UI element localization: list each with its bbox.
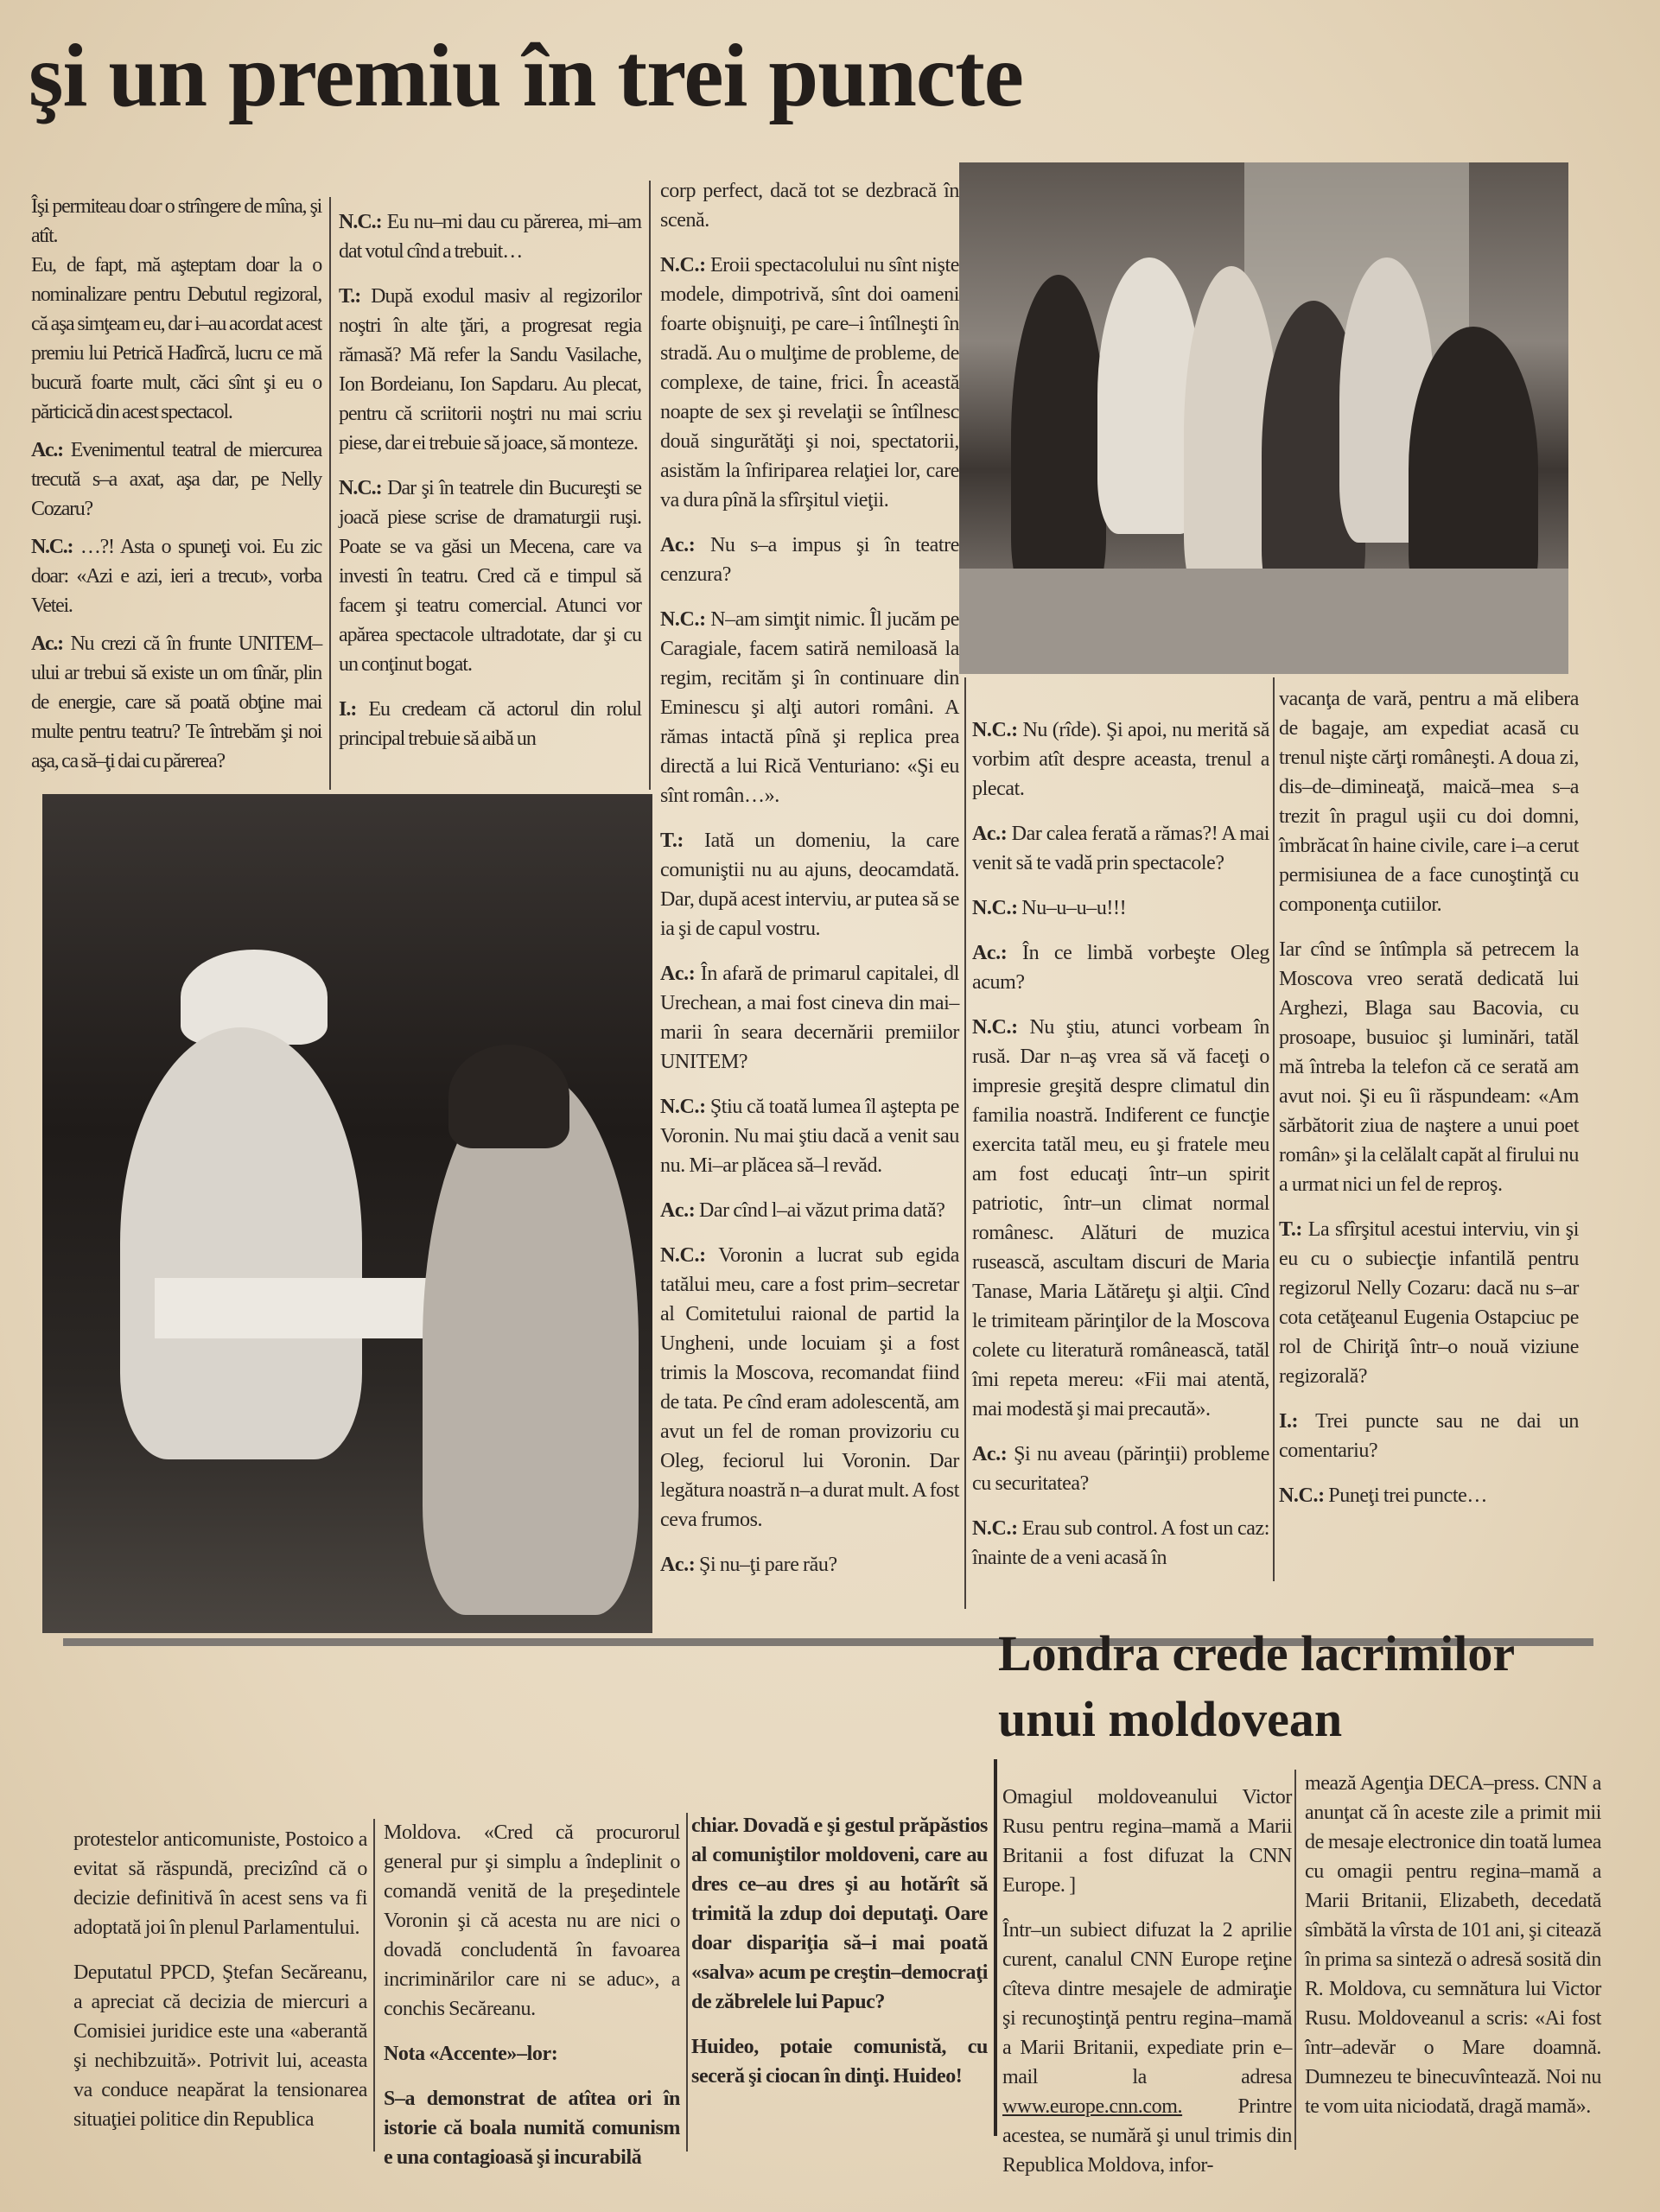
paragraph-text: Moldova. «Cred că procurorul general pur şi simplu a îndeplinit o comandă venită de la preşedintele Voronin şi că acesta nu are nici o dovadă concludentă în favoarea incriminărilor care ni se aduc», a conchis Secăreanu.: [384, 1821, 680, 2020]
paragraph: [31, 251, 321, 427]
interview-column-1: [31, 192, 321, 785]
paragraph: [660, 1196, 959, 1225]
paragraph-text: Dar calea ferată a rămas?! A mai venit să te vadă prin spectacole?: [972, 823, 1269, 874]
paragraph-text: Dar şi în teatrele din Bucureşti se joacă piese scrise de dramaturgii ruşi. Poate se va găsi un Mecena, care va investi în teatru. Cred că e timpul să facem şi teatru comercial. Atunci vor apărea spectacole ultradotate, dar şi cu un conţinut bogat.: [339, 477, 642, 676]
speaker-label: N.C.:: [339, 211, 382, 233]
paragraph-text: Dar cînd l–ai văzut prima dată?: [699, 1199, 945, 1222]
paragraph: [691, 1811, 988, 2017]
article2-headline: [998, 1621, 1515, 1752]
paragraph-text: Puneţi trei puncte…: [1328, 1484, 1487, 1507]
paragraph: [339, 695, 641, 753]
paragraph: [972, 715, 1269, 804]
paragraph: [660, 959, 959, 1077]
speaker-label: Ac.:: [660, 534, 696, 556]
paragraph-text: Eu, de fapt, mă aşteptam doar la o nominalizare pentru Debutul regizoral, că aşa simţeam eu, dar i–au acordat acest premiu lui Petrică Hadîrcă, lucru ce mă bucură foarte mult, căci sînt şi eu o părticică din acest spectacol.: [31, 254, 321, 423]
paragraph: [660, 605, 959, 810]
paragraph: [660, 176, 959, 235]
paragraph-text: protestelor anticomuniste, Postoico a evitat să răspundă, precizînd că o decizie definitivă în acest sens va fi adoptată joi în plenul Parlamentului.: [73, 1828, 367, 1939]
column-divider: [1294, 1770, 1296, 2150]
paragraph-text: mează Agenţia DECA–press. CNN a anunţat că în aceste zile a primit mii de mesaje electronice din toată lumea cu omagii pentru regina–mamă a Marii Britanii, Elizabeth, decedată sîmbătă la vîrsta de 101 ani, şi citează în prima sa sinteză o adresă sosită din R. Moldova, cu semnătura lui Victor Rusu. Moldoveanul a scris: «Ai fost într–adevăr o Mare doamnă. Dumnezeu te binecuvîntează. Noi nu te vom uita niciodată, dragă mamă».: [1305, 1772, 1601, 2118]
paragraph: [339, 282, 641, 458]
paragraph: [31, 629, 321, 776]
paragraph-text: Şi nu aveau (părinţii) probleme cu securitatea?: [972, 1443, 1269, 1495]
speaker-label: I.:: [1279, 1410, 1299, 1433]
headline-line: Londra crede lacrimilor: [998, 1625, 1516, 1681]
paragraph: [972, 938, 1269, 997]
paragraph-text: Omagiul moldoveanului Victor Rusu pentru regina–mamă a Marii Britanii a fost difuzat la CNN Europe. ]: [1002, 1786, 1292, 1897]
paragraph: [660, 251, 959, 515]
paragraph: [972, 819, 1269, 878]
speaker-label: N.C.:: [660, 608, 706, 631]
paragraph: [31, 192, 321, 251]
speaker-label: Ac.:: [660, 963, 696, 985]
speaker-label: Ac.:: [31, 632, 63, 655]
speaker-label: Ac.:: [972, 942, 1008, 964]
url-link[interactable]: www.europe.cnn.com.: [1002, 2095, 1183, 2118]
paragraph-text: …?! Asta o spuneţi voi. Eu zic doar: «Azi e azi, ieri a trecut», vorba Vetei.: [31, 536, 321, 617]
speaker-label: Ac.:: [660, 1554, 696, 1576]
paragraph-text: Evenimentul teatral de miercurea trecută s–a axat, aşa dar, pe Nelly Cozaru?: [31, 439, 321, 520]
paragraph-text: chiar. Dovadă e şi gestul prăpăstios al comuniştilor moldoveni, care au dres ce–au dres şi au hotărît să trimită la zdup doi deputaţi. Oare doar dispariţia să–i mai poată «salva» acum pe creştin–democraţi de zăbrelele lui Papuc?: [691, 1815, 988, 2013]
speaker-label: N.C.:: [660, 1096, 706, 1118]
paragraph-text: N–am simţit nimic. Îl jucăm pe Caragiale, facem satiră nemiloasă la regim, recităm şi în continuare din Eminescu şi alţi autori români. A rămas intactă pînă şi replica prea directă a lui Rică Venturiano: «Şi eu sînt român…».: [660, 608, 959, 807]
speaker-label: Ac.:: [972, 823, 1008, 845]
paragraph-text: Nu ştiu, atunci vorbeam în rusă. Dar n–aş vrea să vă faceţi o impresie greşită despre climatul din familia noastră. Indiferent ce funcţie exercita tatăl meu, eu şi fratele meu am fost educaţi într–un spirit patriotic, într–un climat normal românesc. Alături de muzica rusească, ascultam discuri de Maria Tanase, Maria Lătăreţu şi alţii. Cînd le trimiteam părinţilor de la Moscova colete cu literatură românească, tatăl îmi repeta mereu: «Fii mai atentă, mai modestă şi mai precaută».: [972, 1016, 1269, 1421]
paragraph-text: Printre acestea, se numără şi unul trimis din Republica Moldova, infor-: [1002, 2095, 1292, 2177]
speaker-label: N.C.:: [972, 897, 1018, 919]
paragraph: [384, 2039, 680, 2069]
paragraph: [31, 532, 321, 620]
column-divider: [373, 1819, 375, 2152]
actor-head: [448, 1045, 569, 1148]
paragraph-text: Voronin a lucrat sub egida tatălui meu, care a fost prim–secretar al Comitetului raional de partid la Ungheni, unde locuiam şi a fost trimis la Moscova, recomandat fiind de tata. Pe cînd eram adolescentă, am avut un fel de roman provizoriu cu Oleg, feciorul lui Voronin. Dar legătura noastră n–a durat mult. A fost ceva frumos.: [660, 1244, 959, 1531]
paragraph-text: În ce limbă vorbeşte Oleg acum?: [972, 942, 1269, 994]
paragraph: [384, 1818, 680, 2024]
paragraph: [1279, 935, 1579, 1199]
paragraph: [1002, 1916, 1292, 2180]
paragraph-text: Eu nu–mi dau cu părerea, mi–am dat votul cînd a trebuit…: [339, 211, 641, 263]
column-divider: [1273, 677, 1275, 1581]
interview-column-4: [972, 715, 1269, 1588]
speaker-label: N.C.:: [660, 1244, 706, 1267]
interview-column-5: [1279, 684, 1579, 1526]
paragraph: [972, 1440, 1269, 1498]
speaker-label: N.C.:: [660, 254, 706, 276]
paragraph-text: Într–un subiect difuzat la 2 aprilie curent, canalul CNN Europe reţine cîteva dintre mesajele de admiraţie şi recunoştinţă pentru regina–mamă a Marii Britanii, expediate prin e–mail la adresa: [1002, 1919, 1292, 2088]
speaker-label: N.C.:: [31, 536, 73, 558]
headline-line: unui moldovean: [998, 1691, 1343, 1747]
paragraph: [1279, 684, 1579, 919]
column-divider: [649, 181, 651, 790]
paragraph: [31, 435, 321, 524]
speaker-label: I.:: [339, 698, 357, 721]
paragraph: [972, 1514, 1269, 1573]
paragraph-text: Îşi permiteau doar o strîngere de mîna, şi atît.: [31, 195, 321, 247]
actor-figure: [120, 1027, 362, 1459]
news-column-4: [1002, 1783, 1292, 2196]
paragraph-text: Erau sub control. A fost un caz: înainte de a veni acasă în: [972, 1517, 1269, 1569]
paragraph-text: Iată un domeniu, la care comuniştii nu au ajuns, deocamdată. Dar, după acest interviu, ar putea să se ia şi de capul vostru.: [660, 830, 959, 940]
paragraph: [73, 1825, 367, 1942]
paragraph: [972, 1013, 1269, 1424]
paragraph: [660, 531, 959, 589]
speaker-label: N.C.:: [339, 477, 382, 499]
speaker-label: N.C.:: [972, 1016, 1018, 1039]
column-divider: [329, 197, 331, 790]
column-divider: [686, 1813, 688, 2152]
paragraph: [660, 1092, 959, 1180]
paragraph: [1002, 1783, 1292, 1900]
paragraph-text: Deputatul PPCD, Ştefan Secăreanu, a apreciat că decizia de miercuri a Comisiei juridice este una «aberantă şi nechibzuită». Potrivit lui, aceasta va conduce neapărat la tensionarea situaţiei politice din Republica: [73, 1961, 367, 2131]
speaker-label: Ac.:: [31, 439, 63, 461]
paragraph: [691, 2032, 988, 2091]
table: [155, 1278, 466, 1338]
speaker-label: Ac.:: [660, 1199, 696, 1222]
paragraph: [1305, 1769, 1601, 2121]
paragraph-text: Nu (rîde). Şi apoi, nu merită să vorbim atît despre aceasta, trenul a plecat.: [972, 719, 1269, 800]
speaker-label: Nota «Accente»–lor:: [384, 2043, 558, 2065]
steps: [959, 569, 1568, 674]
paragraph: [1279, 1215, 1579, 1391]
paragraph-text: După exodul masiv al regizorilor noştri în alte ţări, a progresat regia rămasă? Mă refer la Sandu Vasilache, Ion Bordeianu, Ion Sapdaru. Au plecat, pentru că scriitorii noştri nu mai scriu piese, dar ei trebuie să joace, să monteze.: [339, 285, 641, 454]
speaker-label: N.C.:: [1279, 1484, 1325, 1507]
paragraph: [660, 1550, 959, 1580]
paragraph: [660, 826, 959, 944]
speaker-label: N.C.:: [972, 719, 1018, 741]
paragraph: [339, 474, 641, 679]
interview-column-2: [339, 207, 641, 769]
paragraph-text: Eu credeam că actorul din rolul principal trebuie să aibă un: [339, 698, 641, 750]
article-headline: şi un premiu în trei puncte: [29, 26, 1023, 125]
column-divider: [994, 1759, 997, 2136]
paragraph-text: Iar cînd se întîmpla să petrecem la Moscova vreo serată dedicată lui Arghezi, Blaga sau Bacovia, cu prosoape, busuioc şi luminări, tatăl mă întreba la telefon că ce serată am avut noi. Şi eu îi răspundeam: «Am sărbătorit ziua de naştere a unui poet român» şi la celălalt capăt al firului nu a urmat nici un fel de reproş.: [1279, 938, 1579, 1196]
speaker-label: Ac.:: [972, 1443, 1008, 1465]
paragraph-text: Huideo, potaie comunistă, cu seceră şi ciocan în dinţi. Huideo!: [691, 2036, 988, 2088]
paragraph: [1279, 1481, 1579, 1510]
interview-column-3: [660, 176, 959, 1595]
paragraph-text: La sfîrşitul acestui interviu, vin şi eu cu o subiecţie infantilă pentru regizorul Nelly Cozaru: dacă nu s–ar cota cetăţeanul Eugenia Ostapciuc pe rol de Chiriţă într–o nouă viziune regizorală?: [1279, 1218, 1579, 1388]
group-photo: [959, 162, 1568, 674]
paragraph: [1279, 1407, 1579, 1465]
paragraph: [339, 207, 641, 266]
column-divider: [964, 677, 966, 1609]
paragraph-text: corp perfect, dacă tot se dezbracă în scenă.: [660, 180, 959, 232]
actor-figure: [423, 1071, 639, 1615]
speaker-label: T.:: [1279, 1218, 1303, 1241]
paragraph-text: Ştiu că toată lumea îl aştepta pe Voronin. Nu mai ştiu dacă a venit sau nu. Mi–ar plăcea să–l revăd.: [660, 1096, 959, 1177]
speaker-label: T.:: [339, 285, 361, 308]
stage-photo: [42, 794, 652, 1633]
paragraph-text: Eroii spectacolului nu sînt nişte modele, dimpotrivă, sînt doi oameni foarte obişnuiţi, pe care–i întîlneşti în stradă. Au o mulţime de probleme, de complexe, de taine, frici. În această noapte de sex şi revelaţii se întîlnesc două singurătăţi şi noi, spectatorii, asistăm la înfiriparea relaţiei lor, care va dura pînă la sfîrşitul vieţii.: [660, 254, 959, 512]
paragraph-text: Nu–u–u–u!!!: [1021, 897, 1127, 919]
paragraph-text: În afară de primarul capitalei, dl Urechean, a mai fost cineva din mai–marii în seara decernării premiilor UNITEM?: [660, 963, 959, 1073]
paragraph-text: Trei puncte sau ne dai un comentariu?: [1279, 1410, 1579, 1462]
news-column-2: [384, 1818, 680, 2188]
news-column-5: [1305, 1769, 1601, 2137]
paragraph: [384, 2084, 680, 2172]
paragraph: [73, 1958, 367, 2134]
news-column-1: [73, 1825, 367, 2150]
paragraph: [660, 1241, 959, 1535]
person-figure: [1011, 275, 1106, 603]
speaker-label: T.:: [660, 830, 684, 852]
speaker-label: N.C.:: [972, 1517, 1018, 1540]
speaker-label: S–a demonstrat de atîtea ori în istorie că boala numită comunism e una contagioasă şi incurabilă: [384, 2088, 680, 2169]
paragraph-text: Nu crezi că în frunte UNITEM–ului ar trebui să existe un om tînăr, plin de energie, care să poată obţine mai multe pentru teatru? Te întrebăm şi noi aşa, ca să–ţi dai cu părerea?: [31, 632, 322, 772]
paragraph-text: Nu s–a impus şi în teatre cenzura?: [660, 534, 959, 586]
paragraph-text: Şi nu–ţi pare rău?: [699, 1554, 837, 1576]
paragraph-text: vacanţa de vară, pentru a mă elibera de bagaje, am expediat acasă cu trenul nişte cărţi româneşti. A doua zi, dis–de–dimineaţă, maică–mea s–a trezit în pragul uşii cu doi domni, îmbrăcat în haine civile, care i–a cerut permisiunea de a face cunoştinţă cu componenţa cutiilor.: [1279, 688, 1579, 916]
paragraph: [972, 893, 1269, 923]
news-column-3: [691, 1811, 988, 2107]
